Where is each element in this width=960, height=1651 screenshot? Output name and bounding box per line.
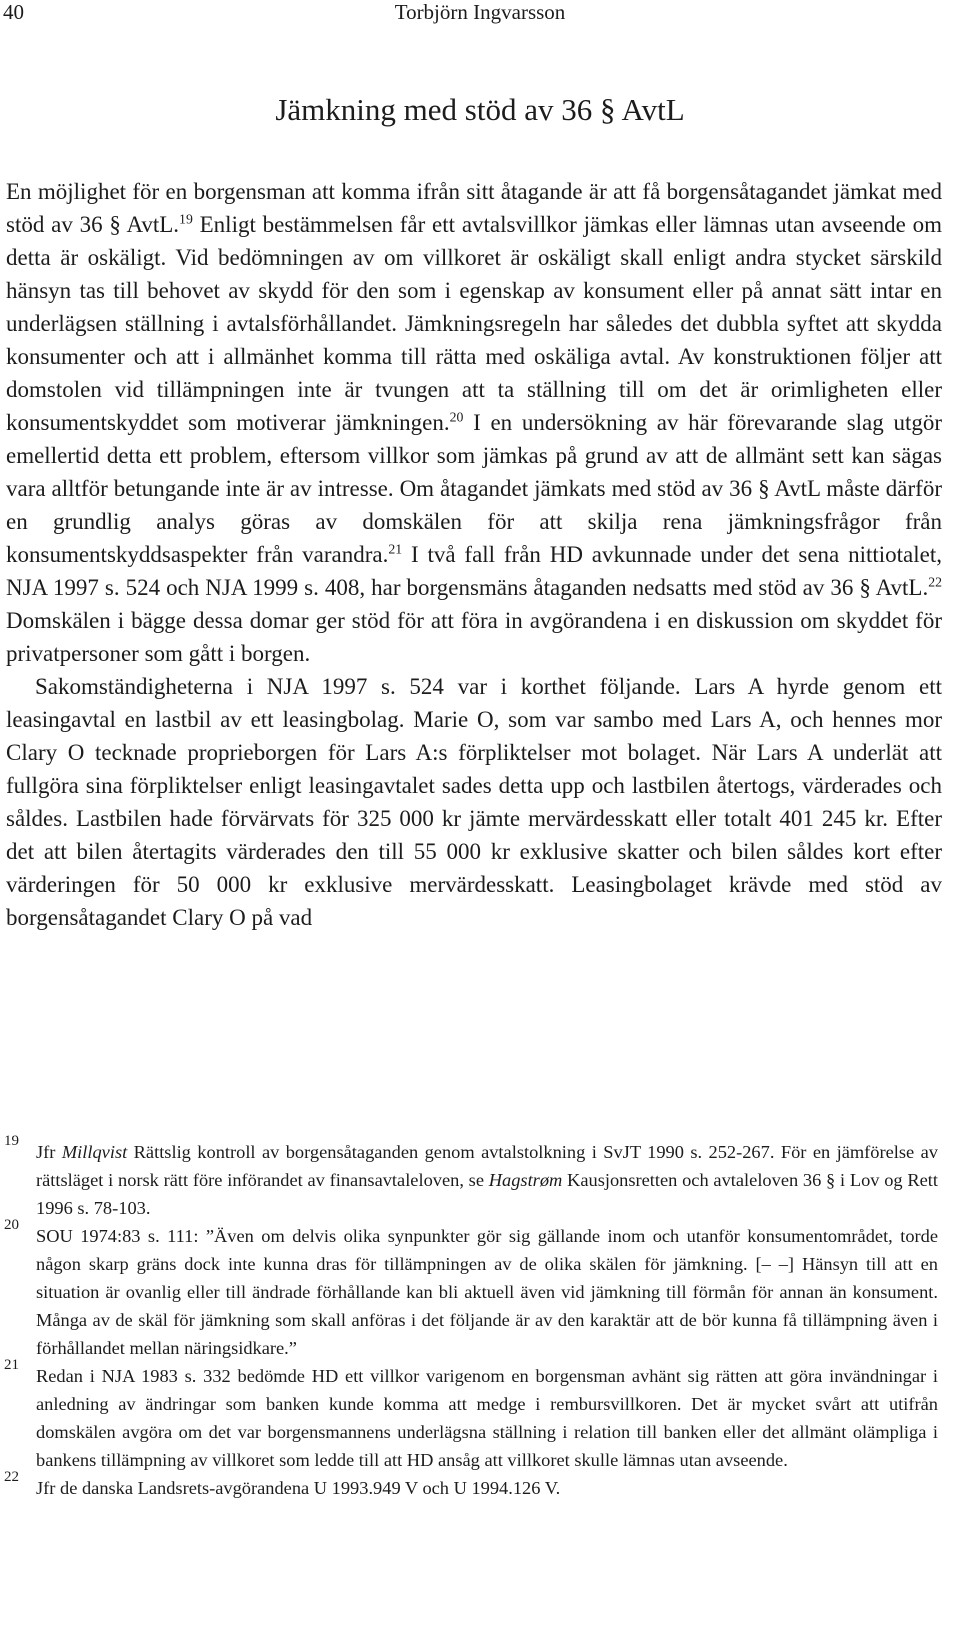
section-heading: Jämkning med stöd av 36 § AvtL xyxy=(275,92,685,127)
footnote-ref-22[interactable]: 22 xyxy=(928,574,942,590)
paragraph-2: Sakomständigheterna i NJA 1997 s. 524 var i korthet följande. Lars A hyrde genom ett leasingavtal en lastbil av ett leasingbolag. Marie O, som var sambo med Lars A, och hennes mor Clary O tecknade proprieborgen för Lars A:s förpliktelser mot bolaget. När Lars A underlät att fullgöra sina förpliktelser enligt leasingavtalet sades detta upp och lastbilen återtogs, värderades och såldes. Lastbilen hade förvärvats för 325 000 kr jämte mervärdesskatt eller totalt 401 245 kr. Efter det att bilen återtagits värderades den till 55 000 kr exklusive skatter och bilen såldes kort efter värderingen för 50 000 kr exklusive mervärdesskatt. Leasingbolaget krävde med stöd av borgensåtagandet Clary O på vad xyxy=(6,674,942,930)
footnote-text: Redan i NJA 1983 s. 332 bedömde HD ett villkor varigenom en borgensman avhänt sig rätten att göra invändningar i anledning av ändringar som banken kunde komma att medge i rembursvillkoren. Det är mycket svårt att utifrån domskälen avgöra om det var borgensmannens underlägsna ställning i relation till banken eller det allmänt olämpliga i bankens tillämpning av villkoret som ledde till att HD ansåg att villkoret skulle lämnas utan avseende. xyxy=(36,1366,938,1470)
running-head-author: Torbjörn Ingvarsson xyxy=(394,0,566,24)
footnote-author: Millqvist xyxy=(61,1142,128,1162)
paragraph-1-sentence-5: Domskälen i bägge dessa domar ger stöd för att föra in avgörandena i en diskussion om skyddet för privatpersoner som gått i borgen. xyxy=(6,608,942,666)
paragraph-1 xyxy=(6,175,942,670)
footnote-text: SOU 1974:83 s. 111: ”Även om delvis olika synpunkter gör sig gällande inom och utanför konsumentområdet, torde någon skarp gräns dock inte kunna dras för tillämpningen av de olika skälen för jämkning. [– –] Hänsyn till att en situation är ovanlig eller till ändrade förhållande kan bli aktuell även vid jämkning till förmån för annan än konsument. Många av de skäl för jämkning som skall anföras i det följande är av den karaktär att de bör kunna få tillämpning även i förhållandet mellan näringsidkare.” xyxy=(36,1226,938,1358)
body-text xyxy=(6,175,942,934)
footnote-text: Kausjonsretten och avtaleloven 36 § i Lov og Rett 1996 s. 78-103. xyxy=(36,1170,938,1218)
footnote-text: Jfr de danska Landsrets-avgörandena U 1993.949 V och U 1994.126 V. xyxy=(36,1478,561,1498)
footnotes xyxy=(4,1133,938,1502)
paragraph-1-sentence-1: En möjlighet för en borgensman att komma ifrån sitt åtagande är att få borgensåtagandet jämkat med stöd av 36 § AvtL. xyxy=(6,179,942,237)
footnote-ref-19[interactable]: 19 xyxy=(179,211,193,227)
footnote-text: Jfr xyxy=(36,1142,62,1162)
footnote-21 xyxy=(4,1357,938,1474)
footnote-number: 22 xyxy=(4,1469,19,1485)
page-number: 40 xyxy=(3,0,24,24)
footnote-author: Hagstrøm xyxy=(488,1170,563,1190)
footnote-19 xyxy=(4,1133,938,1222)
footnote-number: 20 xyxy=(4,1217,19,1233)
footnote-number: 21 xyxy=(4,1357,19,1373)
footnote-ref-20[interactable]: 20 xyxy=(449,409,464,425)
footnote-text: Rättslig kontroll av borgensåtaganden genom avtalstolkning i SvJT 1990 s. 252-267. För en jämförelse av rättsläget i norsk rätt före införandet av finansavtaleloven, se xyxy=(36,1142,938,1190)
footnote-number: 19 xyxy=(4,1133,19,1149)
footnote-ref-21[interactable]: 21 xyxy=(388,541,403,557)
footnote-20 xyxy=(4,1217,938,1362)
running-head xyxy=(0,0,960,24)
footnote-22 xyxy=(4,1469,938,1502)
paragraph-1-sentence-3: I en undersökning av här förevarande slag utgör emellertid detta ett problem, eftersom villkor som jämkas på grund av att de allmänt sett kan sägas vara alltför betungande inte är av intresse. Om åtagandet jämkats med stöd av 36 § AvtL måste därför en grundlig analys göras av domskälen för att skilja rena jämkningsfrågor från konsumentskyddsaspekter från varandra. xyxy=(6,410,942,567)
paragraph-1-sentence-2: Enligt bestämmelsen får ett avtalsvillkor jämkas eller lämnas utan avseende om detta är oskäligt. Vid bedömningen av om villkoret är oskäligt skall enligt andra stycket särskild hänsyn tas till behovet av skydd för den som i egenskap av konsument eller på annat sätt intar en underlägsen ställning i avtalsförhållandet. Jämkningsregeln har således det dubbla syftet att skydda konsumenter och att i allmänhet komma till rätta med oskäliga avtal. Av konstruktionen följer att domstolen vid tillämpningen inte är tvungen att ta ställning till om det är orimligheten eller konsumentskyddet som motiverar jämkningen. xyxy=(6,212,942,435)
paragraph-1-sentence-4: I två fall från HD avkunnade under det sena nittiotalet, NJA 1997 s. 524 och NJA 1999 s. 408, har borgensmäns åtaganden nedsatts med stöd av 36 § AvtL. xyxy=(6,542,942,600)
